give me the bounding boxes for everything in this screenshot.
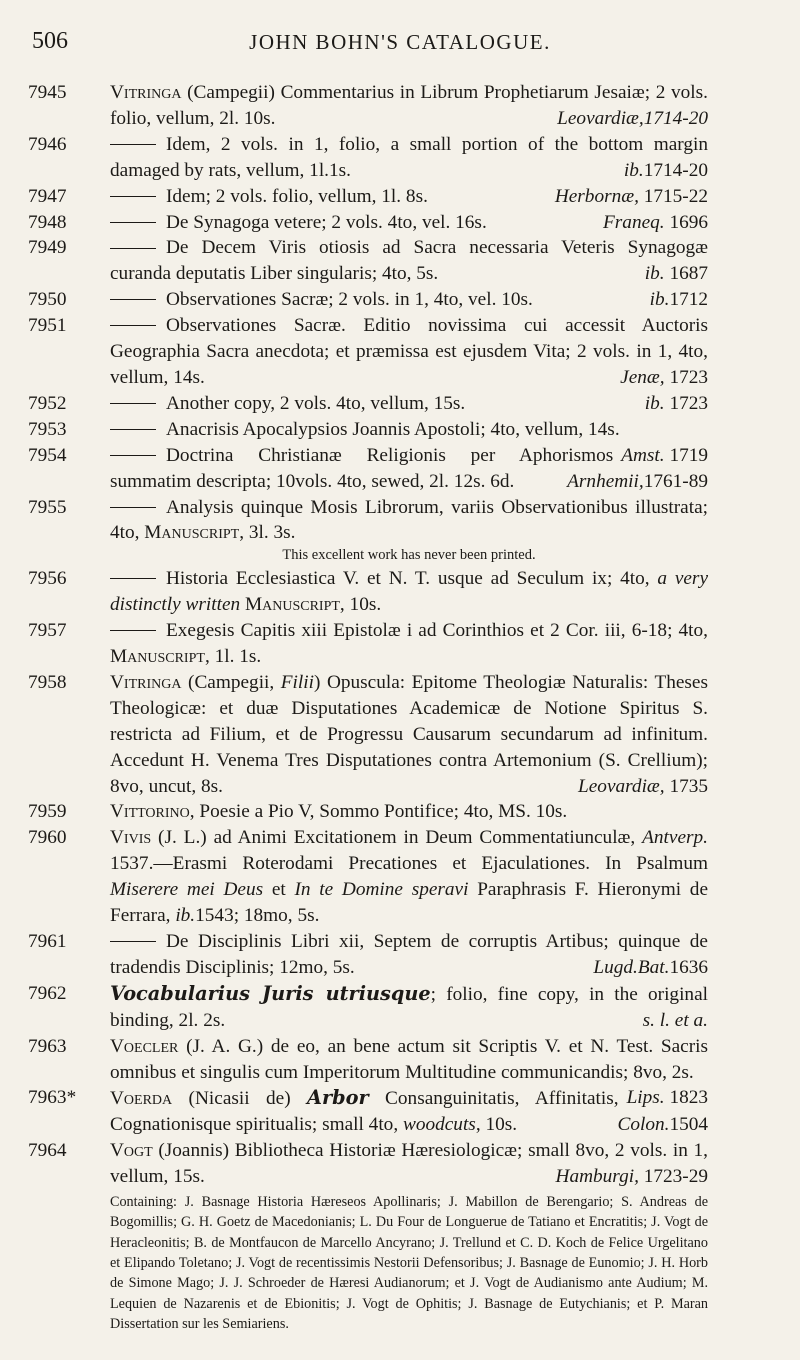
- entry-imprint: ib. 1687: [644, 263, 708, 285]
- catalogue-entry: [28, 443, 708, 495]
- entry-text: De Decem Viris otiosis ad Sacra necessaria Veteris Synagogæ curanda deputatis Liber singularis; 4to, 5s.: [110, 237, 708, 285]
- entry-text: Observationes Sacræ; 2 vols. in 1, 4to, vel. 10s.: [166, 289, 533, 311]
- catalogue-entry: [28, 566, 708, 618]
- entry-text: De Synagoga vetere; 2 vols. 4to, vel. 16s.: [166, 211, 487, 233]
- page-number: 506: [32, 28, 68, 54]
- entry-number: 7950: [28, 289, 67, 311]
- entry-imprint: ib. 1723: [644, 392, 708, 414]
- catalogue-entry: [28, 618, 708, 670]
- catalogue-entry: [28, 391, 708, 417]
- entry-imprint: Jenæ, 1723: [620, 366, 708, 388]
- entry-number: 7958: [28, 671, 67, 693]
- entry-number: 7947: [28, 185, 67, 207]
- entry-number: 7951: [28, 315, 67, 337]
- catalogue-entry: [28, 929, 708, 981]
- entry-author: Voerda: [110, 1088, 173, 1110]
- ditto-rule: [110, 144, 156, 145]
- ditto-rule: [110, 507, 156, 508]
- ditto-rule: [110, 325, 156, 326]
- entry-imprint: Leovardiæ, 1735: [578, 775, 708, 797]
- entry-number: 7962: [28, 982, 67, 1004]
- entry-number: 7959: [28, 801, 67, 823]
- entry-text: Idem; 2 vols. folio, vellum, 1l. 8s.: [166, 185, 428, 207]
- entry-imprint: ib.1712: [649, 289, 708, 311]
- ditto-rule: [110, 222, 156, 223]
- entry-text: Idem, 2 vols. in 1, folio, a small portion of the bottom margin damaged by rats, vellum, 1l.1s.: [110, 133, 708, 181]
- entry-number: 7956: [28, 568, 67, 590]
- entry-text: ; folio, fine copy, in the original binding, 2l. 2s.: [110, 983, 708, 1031]
- manuscript-label: Manuscript: [110, 646, 205, 668]
- entry-imprint: Lips. 1823: [626, 1087, 708, 1109]
- entry-author: Vitringa: [110, 82, 182, 103]
- entry-text: , Poesie a Pio V, Sommo Pontifice; 4to, MS. 10s.: [189, 801, 568, 823]
- entry-imprint: ib.1714-20: [623, 159, 708, 181]
- entry-imprint: Colon.1504: [617, 1114, 708, 1136]
- entry-text: Anacrisis Apocalypsios Joannis Apostoli; 4to, vellum, 14s.: [166, 418, 620, 440]
- manuscript-label: Manuscript: [244, 594, 340, 616]
- entry-number: 7948: [28, 211, 67, 233]
- running-title: JOHN BOHN'S CATALOGUE.: [249, 30, 551, 54]
- entry-italic-remark: a very distinctly written: [110, 568, 708, 616]
- manuscript-label: Manuscript: [144, 522, 240, 544]
- catalogue-entry: 7958 Vitringa (Campegii, Filii) Opuscula: Epitome Theologiæ Naturalis: Theses Theologicæ: et duæ Disputationes Academicæ de Notione Spiritus S. restricta ad Filium, et de Progressu Causarum secundarum ad infinitum. Accedunt H. Venema Tres Disputationes contra Artemonium (S. Crellium); 8vo, uncut, 8s. Leovardiæ, 1735: [110, 670, 708, 800]
- blackletter-word: Arbor: [307, 1086, 369, 1110]
- entry-number: 7954: [28, 444, 67, 466]
- catalogue-entry: [28, 799, 708, 825]
- catalogue-entry: [28, 981, 708, 1034]
- entry-text: Historia Ecclesiastica V. et N. T. usque ad Seculum ix; 4to,: [166, 568, 658, 590]
- entry-number: 7952: [28, 392, 67, 414]
- entry-author: Voecler: [110, 1035, 179, 1057]
- entry-imprint: Hamburgi, 1723-29: [555, 1166, 708, 1188]
- ditto-rule: [110, 455, 156, 456]
- entry-author: Vivis: [110, 827, 152, 849]
- entry-author: Vitringa: [110, 671, 182, 693]
- entry-price: , 1l. 1s.: [204, 646, 262, 668]
- catalogue-entry: [28, 1138, 708, 1334]
- entry-imprint: Lugd.Bat.1636: [593, 956, 708, 978]
- ditto-rule: [110, 578, 156, 579]
- entry-price: , 10s.: [339, 594, 382, 616]
- catalogue-entry: [28, 80, 708, 132]
- entry-author: Vittorino: [110, 801, 190, 823]
- entry-text: Observationes Sacræ. Editio novissima cui accessit Auctoris Geographia Sacra anecdota; et præmissa est ejusdem Vita; 2 vols. in 1, 4to, vellum, 14s.: [110, 315, 708, 388]
- ditto-rule: [110, 196, 156, 197]
- catalogue-entry: [28, 287, 708, 313]
- ditto-rule: [110, 429, 156, 430]
- entry-imprint: s. l. et a.: [642, 1009, 708, 1031]
- blackletter-title: Vocabularius Juris utriusque: [110, 981, 431, 1005]
- entry-number: 7949: [28, 237, 67, 259]
- catalogue-entry: [28, 313, 708, 391]
- entry-imprint: Herbornæ, 1715-22: [554, 185, 708, 207]
- catalogue-entry: [28, 132, 708, 184]
- catalogue-entry: [28, 495, 708, 565]
- entry-number: 7945: [28, 82, 67, 103]
- entry-number: 7955: [28, 496, 67, 518]
- entry-text: (Joannis) Bibliotheca Historiæ Hæresiologicæ; small 8vo, 2 vols. in 1, vellum, 15s.: [110, 1140, 708, 1188]
- entry-author: Vogt: [110, 1140, 153, 1162]
- catalogue-entries: [0, 80, 800, 1334]
- entry-text: Doctrina Christianæ Religionis per Aphorismos summatim descripta; 10vols. 4to, sewed, 2l. 12s. 6d.: [110, 444, 614, 492]
- entry-text: De Disciplinis Libri xii, Septem de corruptis Artibus; quinque de tradendis Disciplinis; 12mo, 5s.: [110, 931, 708, 978]
- entry-number: 7946: [28, 133, 67, 155]
- entry-number: 7961: [28, 931, 67, 952]
- entry-text: Another copy, 2 vols. 4to, vellum, 15s.: [166, 392, 466, 414]
- entry-text: (J. A. G.) de eo, an bene actum sit Scriptis V. et N. Test. Sacris omnibus et singulis cum Imperitorum Multitudine communicandis; 8vo, 2s.: [110, 1035, 708, 1083]
- catalogue-entry: 7963* Voerda (Nicasii de) Arbor Consanguinitatis, Affinitatis, Cognationisque spiritualis; small 4to, woodcuts, 10s. Colon.1504: [110, 1085, 708, 1138]
- entry-text: Exegesis Capitis xiii Epistolæ i ad Corinthios et 2 Cor. iii, 6-18; 4to,: [166, 620, 708, 642]
- entry-note: This excellent work has never been printed.: [282, 547, 536, 564]
- ditto-rule: [110, 403, 156, 404]
- ditto-rule: [110, 630, 156, 631]
- page-header: [0, 28, 800, 58]
- entry-text: ) Opuscula: Epitome Theologiæ Naturalis: Theses Theologicæ: et duæ Disputationes Academicæ de Notione Spiritus S. restricta ad Filium, et de Progressu Causarum secundarum ad infinitum. Accedunt H. Venema Tres Disputationes contra Artemonium (S. Crellium); 8vo, uncut, 8s.: [110, 671, 708, 797]
- catalogue-entry: [28, 235, 708, 287]
- ditto-rule: [110, 248, 156, 249]
- ditto-rule: [110, 941, 156, 942]
- entry-number: 7960: [28, 827, 67, 849]
- entry-number: 7953: [28, 418, 67, 440]
- entry-contents: Containing: J. Basnage Historia Hæreseos Apollinaris; J. Mabillon de Berengario; S. Andreas de Bogomillis; G. H. Goetz de Macedonianis; L. Du Four de Longuerue de Tatiano et Encratitis; J. Vogt de Heracleonitis; B. de Montfaucon de Marcello Ancyrano; J. Trellund et C. D. Koch de Felice Urgelitano et Elipando Toletano; J. Vogt de recentissimis Nestorii Defensoribus; J. Basnage de Eunomio; J. H. Horb de Simone Mago; J. J. Schroeder de Hæresi Audianorum; et J. Vogt de Audianismo ante Audium; M. Lequien de Nazarenis et de Ebionitis; J. Vogt de Ophitis; J. Basnage de Eutychianis; et P. Maran Dissertation sur les Semiariens.: [110, 1194, 708, 1332]
- entry-imprint: Amst. 1719: [621, 444, 708, 466]
- entry-number: 7957: [28, 620, 67, 642]
- catalogue-entry: [28, 210, 708, 236]
- catalogue-entry: 7960 Vivis (J. L.) ad Animi Excitationem in Deum Commentatiunculæ, Antverp. 1537.—Erasmi Roterodami Precationes et Ejaculationes. In Psalmum Miserere mei Deus et In te Domine speravi Paraphrasis F. Hieronymi de Ferrara, ib.1543; 18mo, 5s.: [28, 827, 709, 927]
- entry-text: (Campegii) Commentarius in Librum Prophetiarum Jesaiæ; 2 vols. folio, vellum, 2l. 10s.: [110, 82, 708, 129]
- entry-imprint: Arnhemii,1761-89: [567, 470, 708, 492]
- entry-price: , 3l. 3s.: [239, 522, 296, 544]
- entry-number: 7964: [28, 1140, 67, 1162]
- entry-text: Analysis quinque Mosis Librorum, variis Observationibus illustrata; 4to,: [110, 496, 708, 544]
- ditto-rule: [110, 299, 156, 300]
- entry-number: 7963*: [28, 1087, 77, 1109]
- entry-imprint: Franeq. 1696: [603, 211, 708, 233]
- entry-number: 7963: [28, 1035, 67, 1057]
- catalogue-entry: [28, 184, 708, 210]
- entry-imprint: Leovardiæ,1714-20: [557, 107, 708, 129]
